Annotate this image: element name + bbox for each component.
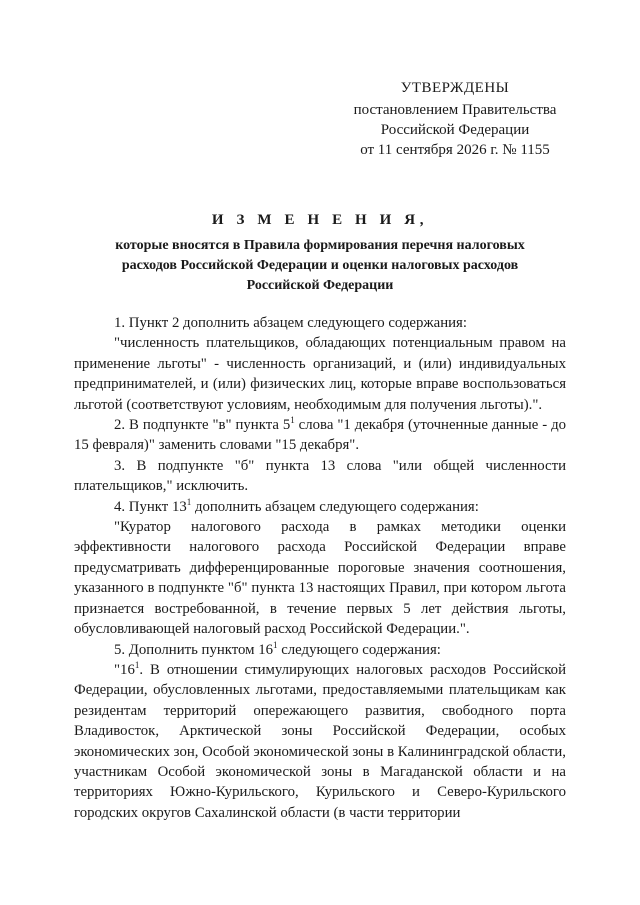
superscript: 1 xyxy=(186,496,192,507)
paragraph-item-2 xyxy=(74,415,566,456)
paragraph-quote-16-1 xyxy=(74,660,566,823)
text-run: 4. Пункт 13 xyxy=(114,498,187,515)
approval-heading: УТВЕРЖДЕНЫ xyxy=(400,80,510,96)
superscript: 1 xyxy=(290,415,295,426)
text-run: . В отношении стимулирующих налоговых расходов Российской Федерации, обусловленных льготами, предоставляемыми плательщикам как резидентам территорий опережающего развития, свободного порта Владивосток, Арктической зоны Российской Федерации, особых экономических зон, Особой экономической зоны в Калининградской области, участникам Особой экономической зоны в Магаданской области и на территориях Южно-Курильского, Курильского и Северо-Курильского городских округов Сахалинской области (в части территории xyxy=(74,661,566,821)
paragraph-item-3: 3. В подпункте "б" пункта 13 слова "или общей численности плательщиков," исключить. xyxy=(74,457,566,495)
approval-stamp xyxy=(330,78,580,160)
text-run: следующего содержания: xyxy=(277,641,441,658)
text-run: 2. В подпункте "в" пункта 5 xyxy=(114,417,291,434)
paragraph-quote-definition: "численность плательщиков, обладающих потенциальным правом на применение льготы" - численность организаций, и (или) индивидуальных предпринимателей, и (или) физических лиц, которые вправе воспользоваться льготой (соответствуют условиям, необходимым для получения льготы).". xyxy=(74,335,566,413)
text-run: дополнить абзацем следующего содержания: xyxy=(191,498,479,515)
approval-date-number: от 11 сентября 2026 г. № 1155 xyxy=(360,142,550,158)
document-body xyxy=(74,313,566,823)
document-subtitle: которые вносятся в Правила формирования перечня налоговых расходов Российской Федерации и оценки налоговых расходов Российской Федерации xyxy=(115,238,525,293)
superscript: 1 xyxy=(134,659,140,670)
text-run: "16 xyxy=(114,661,135,678)
paragraph-quote-curator: "Куратор налогового расхода в рамках методики оценки эффективности налогового расхода Российской Федерации вправе предусматривать дифференцированные пороговые значения соотношения, указанного в подпункте "б" пункта 13 настоящих Правил, при котором льгота признается востребованной, в течение первых 5 лет действия льготы, обусловливающей налоговый расход Российской Федерации.". xyxy=(74,519,566,638)
paragraph-item-4 xyxy=(74,497,566,517)
paragraph-item-5 xyxy=(74,640,566,660)
approval-line: постановлением Правительства xyxy=(353,102,557,118)
paragraph-item-1: 1. Пункт 2 дополнить абзацем следующего содержания: xyxy=(114,315,467,331)
superscript: 1 xyxy=(273,639,278,650)
approval-line: Российской Федерации xyxy=(380,122,530,138)
text-run: слова "1 декабря (уточненные данные - до 15 февраля)" заменить словами "15 декабря". xyxy=(74,417,566,454)
text-run: 5. Дополнить пунктом 16 xyxy=(114,641,274,658)
document-title: И З М Е Н Е Н И Я, xyxy=(211,212,429,228)
